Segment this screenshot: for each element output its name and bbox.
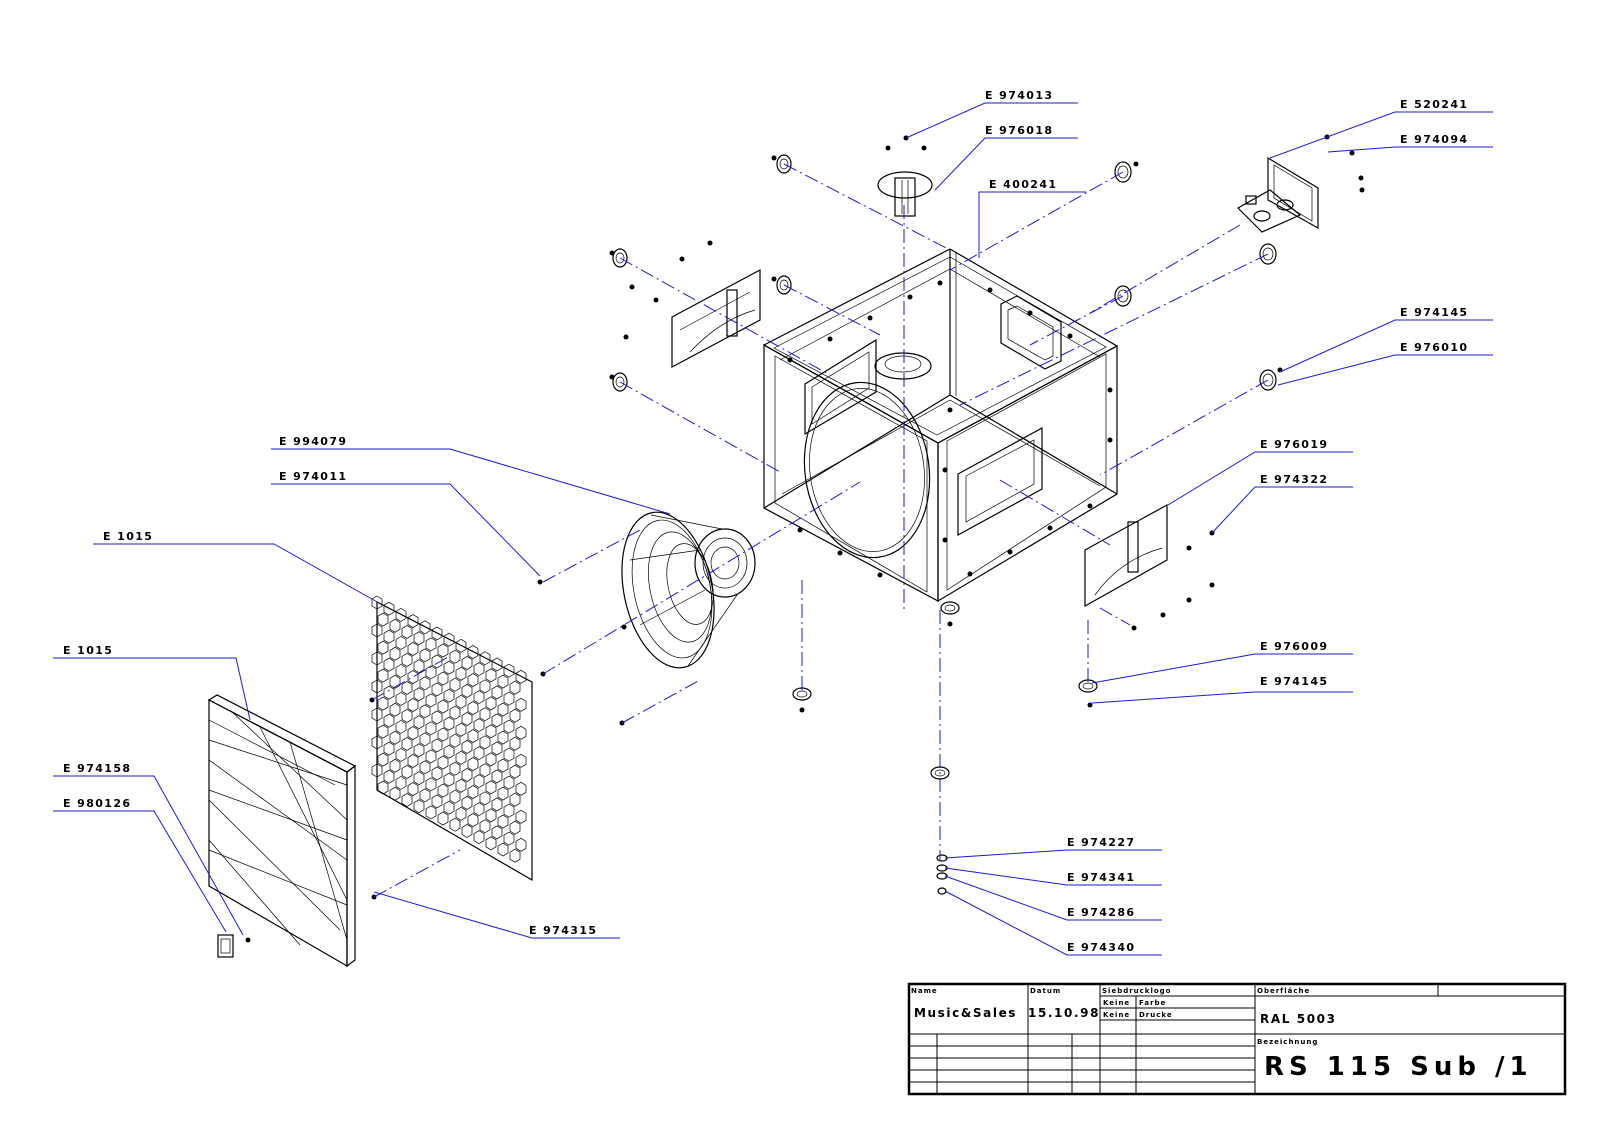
mesh-cell [498, 759, 508, 772]
mesh-cell [444, 689, 454, 702]
mesh-cell [462, 796, 472, 809]
mesh-cell [402, 709, 412, 722]
mesh-cell [408, 727, 418, 740]
mesh-cell [462, 684, 472, 697]
connector-panel [1238, 158, 1318, 232]
mesh-cell [426, 694, 436, 707]
mesh-cell [468, 786, 478, 799]
tb-surface-header: Oberfläche [1257, 987, 1311, 995]
mesh-cell [486, 809, 496, 822]
mesh-cell [402, 681, 412, 694]
mesh-cell [510, 681, 520, 694]
mesh-cell [384, 658, 394, 671]
label-e520241: E 520241 [1400, 98, 1469, 111]
mesh-cell [432, 683, 442, 696]
label-e976010: E 976010 [1400, 341, 1469, 354]
tb-date-header: Datum [1030, 987, 1062, 995]
mesh-cell [432, 795, 442, 808]
mesh-cell [492, 770, 502, 783]
mesh-cell [426, 806, 436, 819]
mesh-cell [408, 699, 418, 712]
mesh-cell [402, 625, 412, 638]
mesh-cell [516, 810, 526, 823]
mesh-cell [402, 653, 412, 666]
port-tube-right [1085, 505, 1167, 606]
mesh-cell [444, 661, 454, 674]
mesh-cell [480, 764, 490, 777]
mesh-cell [450, 734, 460, 747]
mesh-cell [438, 784, 448, 797]
label-e974286: E 974286 [1067, 906, 1136, 919]
mesh-cell [480, 820, 490, 833]
mesh-cell [426, 750, 436, 763]
mesh-cell [498, 843, 508, 856]
mesh-cell [456, 723, 466, 736]
mesh-cell [450, 650, 460, 663]
mesh-cell [426, 722, 436, 735]
mesh-cell [462, 740, 472, 753]
mesh-cell [486, 837, 496, 850]
mesh-cell [420, 789, 430, 802]
mesh-cell [402, 793, 412, 806]
washer-rings [613, 155, 1276, 894]
mesh-cell [474, 831, 484, 844]
mesh-cell [396, 692, 406, 705]
hex-mesh-grille [372, 596, 532, 880]
mesh-cell [516, 838, 526, 851]
label-e974145-bottom: E 974145 [1260, 675, 1329, 688]
mesh-cell [510, 793, 520, 806]
mesh-cell [450, 762, 460, 775]
label-e974145-top: E 974145 [1400, 306, 1469, 319]
label-e974094: E 974094 [1400, 133, 1469, 146]
mesh-cell [504, 776, 514, 789]
mesh-cell [390, 731, 400, 744]
mesh-cell [408, 643, 418, 656]
mesh-cell [408, 755, 418, 768]
mesh-cell [510, 821, 520, 834]
mesh-cell [498, 675, 508, 688]
part-labels [63, 89, 1468, 954]
mesh-cell [402, 765, 412, 778]
mesh-cell [432, 767, 442, 780]
tb-name-header: Name [911, 987, 938, 995]
mesh-cell [444, 801, 454, 814]
mesh-cell [462, 712, 472, 725]
tb-keine-2: Keine [1103, 1011, 1131, 1019]
mesh-cell [498, 703, 508, 716]
mesh-cell [492, 714, 502, 727]
label-e974340: E 974340 [1067, 941, 1136, 954]
mesh-cell [438, 756, 448, 769]
mesh-cell [396, 720, 406, 733]
mesh-cell [420, 733, 430, 746]
mesh-cell [468, 814, 478, 827]
mesh-cell [504, 748, 514, 761]
label-e974322: E 974322 [1260, 473, 1329, 486]
mesh-cell [390, 787, 400, 800]
mesh-cell [402, 737, 412, 750]
mesh-cell [432, 711, 442, 724]
mesh-cell [438, 672, 448, 685]
mesh-cell [456, 695, 466, 708]
leader-lines [53, 103, 1493, 955]
label-e974315: E 974315 [529, 924, 598, 937]
port-tube-left [672, 270, 760, 367]
mesh-cell [414, 716, 424, 729]
mesh-cell [498, 787, 508, 800]
mesh-cell [492, 826, 502, 839]
mesh-cell [444, 773, 454, 786]
mesh-cell [474, 803, 484, 816]
mesh-cell [444, 745, 454, 758]
mesh-cell [396, 776, 406, 789]
mesh-cell [492, 742, 502, 755]
mesh-cell [504, 720, 514, 733]
label-e980126: E 980126 [63, 797, 132, 810]
mesh-cell [492, 686, 502, 699]
label-e976009: E 976009 [1260, 640, 1329, 653]
mesh-cell [414, 744, 424, 757]
mesh-cell [480, 708, 490, 721]
mesh-cell [510, 849, 520, 862]
mesh-cell [384, 686, 394, 699]
mesh-cell [474, 663, 484, 676]
mesh-cell [426, 638, 436, 651]
mesh-cell [378, 781, 388, 794]
mesh-cell [444, 717, 454, 730]
mesh-cell [378, 613, 388, 626]
mesh-cell [414, 632, 424, 645]
tb-surface-value: RAL 5003 [1260, 1012, 1337, 1026]
label-e974341: E 974341 [1067, 871, 1136, 884]
label-e1015-grid: E 1015 [103, 530, 154, 543]
mesh-cell [420, 705, 430, 718]
mesh-cell [438, 700, 448, 713]
mesh-cell [474, 719, 484, 732]
tb-designation-value: RS 115 Sub /1 [1264, 1052, 1533, 1082]
mesh-cell [456, 751, 466, 764]
mesh-cell [396, 664, 406, 677]
mesh-cell [486, 669, 496, 682]
front-grille-frame [209, 695, 355, 966]
mesh-cell [456, 807, 466, 820]
mesh-cell [438, 812, 448, 825]
mesh-cell [480, 736, 490, 749]
mesh-cell [462, 824, 472, 837]
tb-keine-1: Keine [1103, 999, 1131, 1007]
assembly-axes [372, 164, 1268, 897]
mesh-cell [468, 730, 478, 743]
mesh-cell [390, 759, 400, 772]
mesh-cell [378, 697, 388, 710]
mesh-cell [462, 656, 472, 669]
mesh-cell [510, 737, 520, 750]
mesh-cell [420, 677, 430, 690]
mesh-cell [504, 692, 514, 705]
mesh-cell [510, 765, 520, 778]
mesh-cell [414, 660, 424, 673]
mesh-cell [486, 697, 496, 710]
label-e974158: E 974158 [63, 762, 132, 775]
mesh-cell [378, 725, 388, 738]
mesh-cell [438, 728, 448, 741]
label-e974013: E 974013 [985, 89, 1054, 102]
tb-name-value: Music&Sales [914, 1006, 1018, 1020]
title-block [909, 984, 1565, 1094]
tb-drucke: Drucke [1139, 1011, 1173, 1019]
mesh-cell [516, 782, 526, 795]
mesh-cell [474, 691, 484, 704]
mesh-cell [378, 753, 388, 766]
top-connector-flange [878, 172, 932, 216]
mesh-cell [474, 747, 484, 760]
mesh-cell [426, 666, 436, 679]
mesh-cell [384, 770, 394, 783]
tb-date-value: 15.10.98 [1028, 1006, 1101, 1020]
mesh-cell [438, 644, 448, 657]
mesh-cell [492, 798, 502, 811]
mesh-cell [456, 779, 466, 792]
mesh-cell [462, 768, 472, 781]
mesh-cell [414, 800, 424, 813]
mesh-cell [498, 815, 508, 828]
mesh-cell [450, 790, 460, 803]
label-e1015-front: E 1015 [63, 644, 114, 657]
mesh-cell [426, 778, 436, 791]
mesh-cell [480, 792, 490, 805]
mesh-cell [420, 761, 430, 774]
mesh-cell [420, 649, 430, 662]
mesh-cell [510, 709, 520, 722]
label-e400241: E 400241 [989, 178, 1058, 191]
mesh-cell [384, 714, 394, 727]
mesh-cell [468, 674, 478, 687]
mesh-cell [480, 680, 490, 693]
mesh-cell [486, 781, 496, 794]
label-e974011: E 974011 [279, 470, 348, 483]
mesh-cell [378, 641, 388, 654]
mesh-cell [390, 619, 400, 632]
mesh-cell [468, 702, 478, 715]
mesh-cell [378, 669, 388, 682]
mesh-cell [516, 754, 526, 767]
mesh-cell [390, 703, 400, 716]
mesh-cell [474, 775, 484, 788]
mesh-cell [450, 818, 460, 831]
mesh-cell [384, 630, 394, 643]
mesh-cell [390, 647, 400, 660]
mesh-cell [408, 783, 418, 796]
mesh-cell [516, 698, 526, 711]
mesh-cell [396, 636, 406, 649]
mesh-cell [396, 748, 406, 761]
mesh-cell [486, 725, 496, 738]
mesh-cell [450, 706, 460, 719]
label-e974227: E 974227 [1067, 836, 1136, 849]
mesh-cell [432, 739, 442, 752]
mesh-cell [390, 675, 400, 688]
label-e994079: E 994079 [279, 435, 348, 448]
mesh-cell [456, 667, 466, 680]
mesh-cell [486, 753, 496, 766]
tb-designation-header: Bezeichnung [1257, 1038, 1319, 1046]
mesh-cell [408, 671, 418, 684]
mesh-cell [450, 678, 460, 691]
tb-screenprint-header: Siebdrucklogo [1102, 987, 1172, 995]
mesh-cell [504, 804, 514, 817]
mesh-cell [516, 726, 526, 739]
mesh-cell [414, 772, 424, 785]
mesh-cell [504, 832, 514, 845]
label-e976019: E 976019 [1260, 438, 1329, 451]
mesh-cell [384, 742, 394, 755]
mesh-cell [468, 758, 478, 771]
tb-farbe: Farbe [1139, 999, 1167, 1007]
screws [246, 135, 1364, 942]
mesh-cell [414, 688, 424, 701]
mesh-cell [498, 731, 508, 744]
label-e976018: E 976018 [985, 124, 1054, 137]
